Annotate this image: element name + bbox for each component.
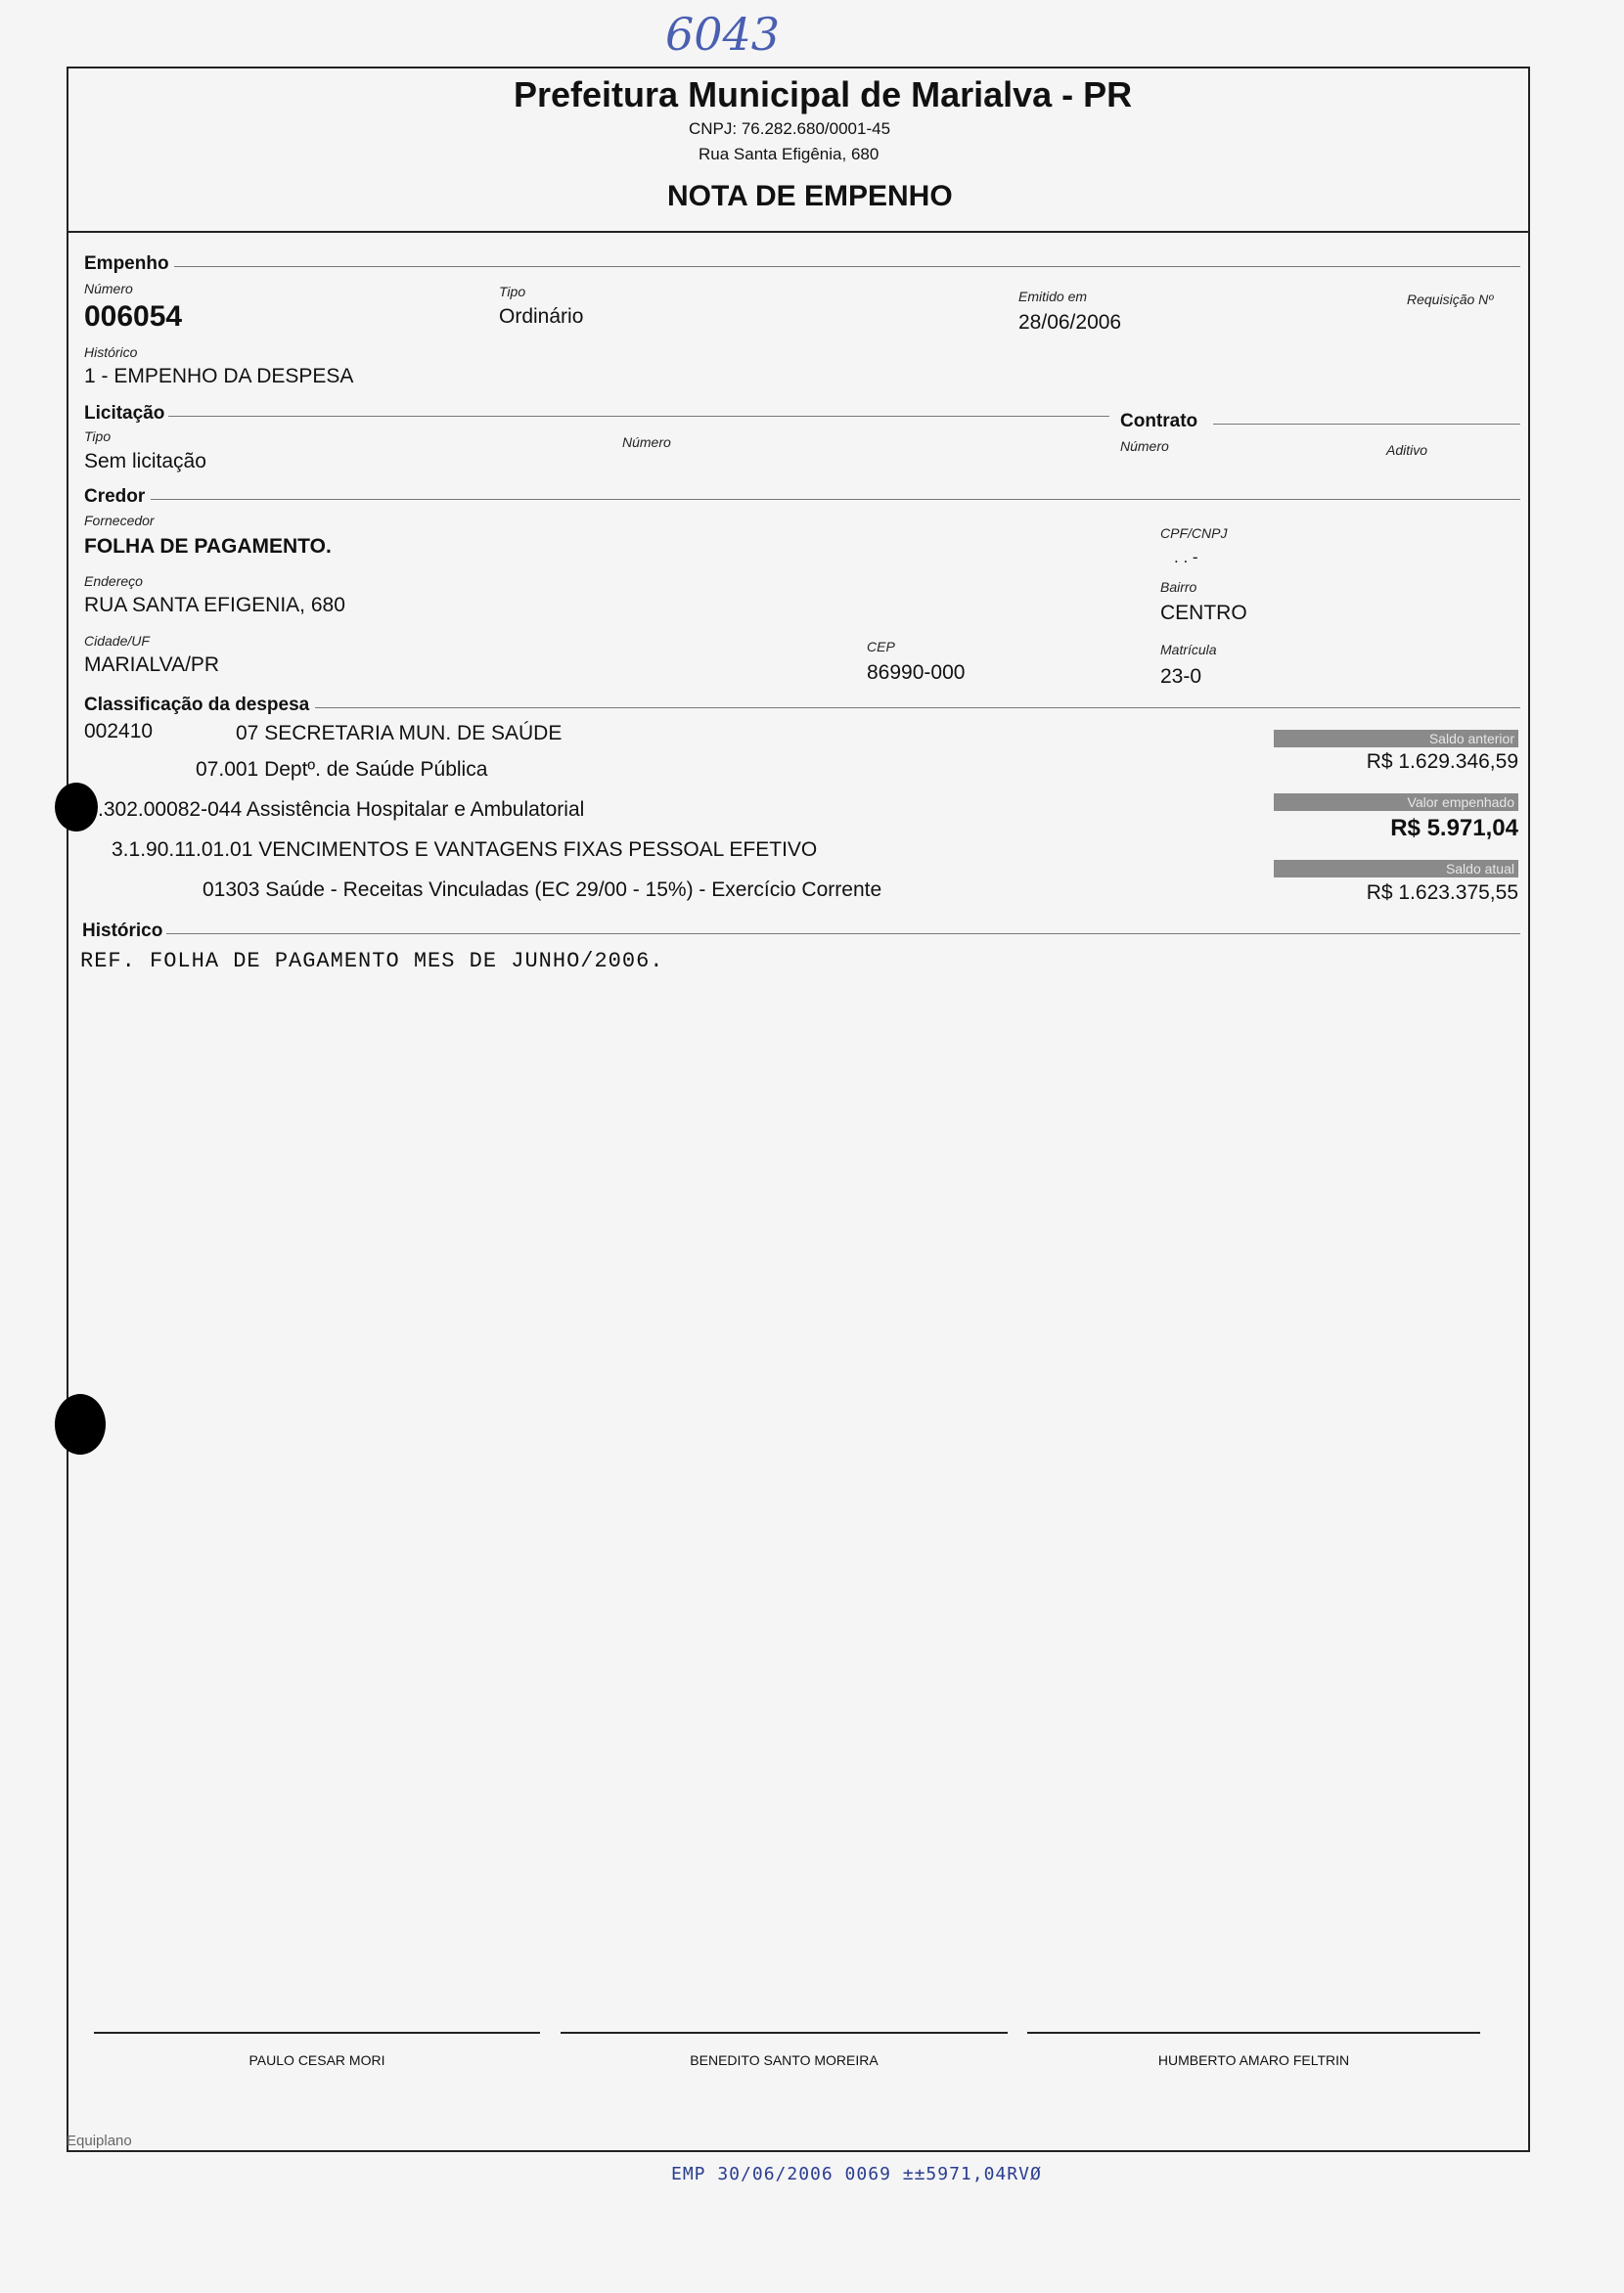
signature-name-3: HUMBERTO AMARO FELTRIN: [1157, 2052, 1350, 2068]
signature-name-2: BENEDITO SANTO MOREIRA: [690, 2052, 879, 2068]
cnpj-text: CNPJ: 76.282.680/0001-45: [689, 119, 891, 138]
signature-name-1: PAULO CESAR MORI: [248, 2052, 385, 2068]
cep-value: 86990-000: [867, 661, 966, 684]
empenho-historico: 1 - EMPENHO DA DESPESA: [84, 365, 354, 387]
contrato-rule: [1213, 424, 1520, 425]
historico-text: REF. FOLHA DE PAGAMENTO MES DE JUNHO/2006.: [80, 949, 664, 973]
classificacao-orgao: 07 SECRETARIA MUN. DE SAÚDE: [236, 722, 563, 744]
historico-section-label: Histórico: [82, 921, 163, 941]
classificacao-rule: [315, 707, 1520, 708]
endereco-label: Endereço: [84, 573, 143, 589]
contrato-numero-label: Número: [1120, 438, 1169, 454]
classificacao-programa: .302.00082-044 Assistência Hospitalar e Ambulatorial: [98, 798, 585, 821]
licitacao-rule: [168, 416, 1109, 417]
payment-stamp: EMP 30/06/2006 0069 ±±5971,04RVØ: [671, 2164, 1042, 2184]
endereco-value: RUA SANTA EFIGENIA, 680: [84, 594, 345, 616]
empenho-numero: 006054: [84, 300, 183, 333]
empenho-numero-label: Número: [84, 281, 133, 296]
saldo-atual-value: R$ 1.623.375,55: [1366, 881, 1518, 904]
document-title: NOTA DE EMPENHO: [667, 180, 953, 212]
bairro-label: Bairro: [1160, 579, 1197, 595]
classificacao-section-label: Classificação da despesa: [84, 695, 310, 715]
signature-line-1: [94, 2032, 540, 2034]
empenho-historico-label: Histórico: [84, 344, 138, 360]
classificacao-unidade: 07.001 Deptº. de Saúde Pública: [196, 758, 488, 781]
page-title: Prefeitura Municipal de Marialva - PR: [514, 74, 1133, 114]
classificacao-elemento: 3.1.90.11.01.01 VENCIMENTOS E VANTAGENS FIXAS PESSOAL EFETIVO: [112, 838, 818, 861]
classificacao-code: 002410: [84, 720, 154, 742]
cpf-value: . . -: [1174, 548, 1198, 566]
saldo-atual-label: Saldo atual: [1274, 860, 1518, 877]
bairro-value: CENTRO: [1160, 602, 1247, 624]
credor-rule: [151, 499, 1520, 500]
header-divider: [68, 231, 1530, 233]
empenho-tipo-label: Tipo: [499, 284, 526, 299]
handwritten-number: 6043: [665, 8, 781, 61]
software-label: Equiplano: [67, 2133, 132, 2149]
matricula-value: 23-0: [1160, 665, 1202, 688]
emitido-date: 28/06/2006: [1018, 311, 1122, 334]
contrato-aditivo-label: Aditivo: [1386, 442, 1428, 458]
cidade-label: Cidade/UF: [84, 633, 150, 649]
matricula-label: Matrícula: [1160, 642, 1217, 657]
saldo-anterior-label: Saldo anterior: [1274, 730, 1518, 747]
saldo-anterior-value: R$ 1.629.346,59: [1366, 750, 1518, 773]
cep-label: CEP: [867, 639, 895, 654]
contrato-section-label: Contrato: [1120, 411, 1198, 431]
empenho-tipo: Ordinário: [499, 305, 584, 328]
signature-line-2: [561, 2032, 1008, 2034]
empenho-section-label: Empenho: [84, 253, 169, 274]
cidade-value: MARIALVA/PR: [84, 653, 220, 676]
fornecedor-value: FOLHA DE PAGAMENTO.: [84, 535, 332, 558]
licitacao-tipo: Sem licitação: [84, 450, 206, 472]
punch-hole-bottom: [55, 1394, 106, 1455]
signature-line-3: [1027, 2032, 1480, 2034]
classificacao-fonte: 01303 Saúde - Receitas Vinculadas (EC 29/00 - 15%) - Exercício Corrente: [203, 878, 882, 901]
requisicao-label: Requisição Nº: [1407, 292, 1494, 307]
punch-hole-top: [55, 783, 98, 832]
licitacao-numero-label: Número: [622, 434, 671, 450]
empenho-rule: [174, 266, 1520, 267]
cpf-label: CPF/CNPJ: [1160, 525, 1228, 541]
credor-section-label: Credor: [84, 486, 146, 507]
address-text: Rua Santa Efigênia, 680: [699, 145, 880, 163]
fornecedor-label: Fornecedor: [84, 513, 155, 528]
valor-empenhado-label: Valor empenhado: [1274, 793, 1518, 811]
valor-empenhado-value: R$ 5.971,04: [1390, 815, 1518, 841]
licitacao-section-label: Licitação: [84, 403, 165, 424]
licitacao-tipo-label: Tipo: [84, 428, 112, 444]
emitido-label: Emitido em: [1018, 289, 1088, 304]
historico-rule: [166, 933, 1520, 934]
